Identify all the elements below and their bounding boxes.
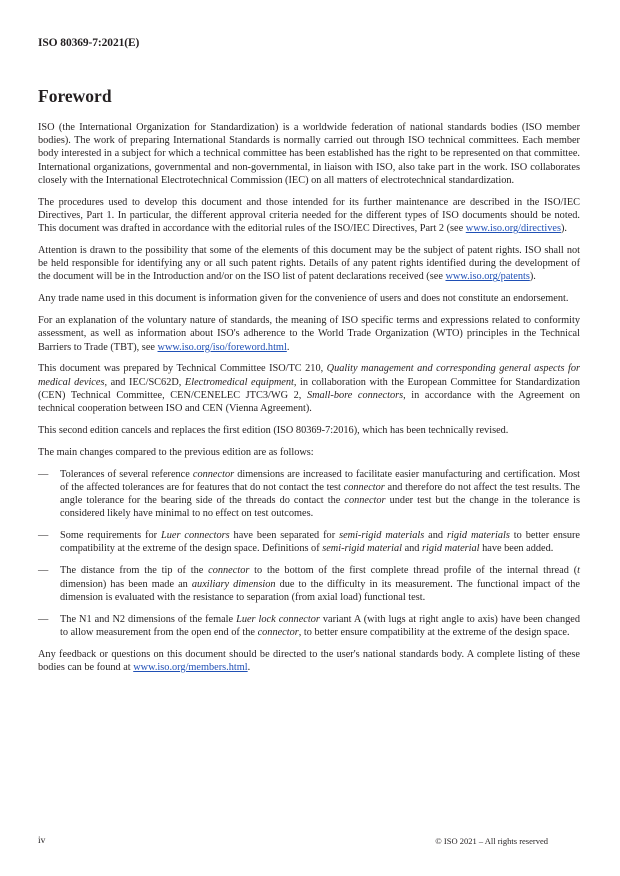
- document-id-header: ISO 80369-7:2021(E): [38, 37, 140, 49]
- list-item: — Some requirements for Luer connectors have been separated for semi-rigid materials and rigid materials to better ensure compatibility at the extreme of the design space. Definitions of semi-rigid material and rigid material have been added.: [38, 530, 580, 555]
- list-item: — Tolerances of several reference connector dimensions are increased to facilitate easier manufacturing and certification. Most of the affected tolerances are for features that do not contact the test connector and therefore do not affect the test results. The angle tolerance for the bearing side of the threads do contact the connector under test but the change in the tolerance is considered likely have minimal to no effect on test outcomes.: [38, 468, 580, 520]
- dash-bullet: —: [38, 468, 49, 480]
- dash-bullet: —: [38, 530, 49, 542]
- changes-list: [38, 468, 580, 639]
- list-item: — The distance from the tip of the connector to the bottom of the first complete thread profile of the internal thread (t dimension) has been made an auxiliary dimension due to the difficulty in its measurement. The functional impact of the dimension is evaluated with the resistance to separation (from axial load) functional test.: [38, 565, 580, 603]
- paragraph-prepared-by: This document was prepared by Technical Committee ISO/TC 210, Quality management and corresponding general aspects for medical devices, and IEC/SC62D, Electromedical equipment, in collaboration with the European Committee for Standardization (CEN) Technical Committee, CEN/CENELEC JTC3/WG 2, Small-bore connectors, in accordance with the Agreement on technical cooperation between ISO and CEN (Vienna Agreement).: [38, 363, 581, 415]
- copyright-notice: © ISO 2021 – All rights reserved: [435, 836, 548, 846]
- list-item: — The N1 and N2 dimensions of the female Luer lock connector variant A (with lugs at right angle to axis) have been changed to allow measurement from the open end of the connector, to better ensure compatibility at the extreme of the design space.: [38, 613, 580, 638]
- link-members[interactable]: www.iso.org/members.html: [133, 661, 248, 673]
- page-title: Foreword: [38, 86, 112, 106]
- foreword-body: [38, 121, 580, 683]
- link-foreword[interactable]: www.iso.org/iso/foreword.html: [157, 341, 287, 353]
- paragraph-edition: This second edition cancels and replaces the first edition (ISO 80369-7:2016), which has been technically revised.: [38, 424, 509, 436]
- paragraph-voluntary-nature: For an explanation of the voluntary nature of standards, the meaning of ISO specific terms and expressions related to conformity assessment, as well as information about ISO's adherence to the World Trade Organization (WTO) principles in the Technical Barriers to Trade (TBT), see www.iso.org/iso/foreword.html.: [38, 315, 580, 353]
- paragraph-patents: Attention is drawn to the possibility that some of the elements of this document may be the subject of patent rights. ISO shall not be held responsible for identifying any or all such patent rights. Details of any patent rights identified during the development of the document will be in the Introduction and/or on the ISO list of patent declarations received (see www.iso.org/patents).: [38, 245, 580, 283]
- paragraph-procedures: The procedures used to develop this document and those intended for its further maintenance are described in the ISO/IEC Directives, Part 1. In particular, the different approval criteria needed for the different types of ISO documents should be noted. This document was drafted in accordance with the editorial rules of the ISO/IEC Directives, Part 2 (see www.iso.org/directives).: [38, 196, 580, 235]
- paragraph-iso-intro: ISO (the International Organization for Standardization) is a worldwide federation of national standards bodies (ISO member bodies). The work of preparing International Standards is normally carried out through ISO technical committees. Each member body interested in a subject for which a technical committee has been established has the right to be represented on that committee. International organizations, governmental and non-governmental, in liaison with ISO, also take part in the work. ISO collaborates closely with the International Electrotechnical Commission (IEC) on all matters of electrotechnical standardization.: [38, 122, 580, 186]
- link-patents[interactable]: www.iso.org/patents: [445, 271, 530, 283]
- page-number: iv: [38, 836, 46, 846]
- paragraph-main-changes-intro: The main changes compared to the previous edition are as follows:: [38, 446, 314, 458]
- dash-bullet: —: [38, 613, 49, 625]
- link-directives[interactable]: www.iso.org/directives: [465, 223, 561, 235]
- dash-bullet: —: [38, 565, 49, 577]
- paragraph-feedback: Any feedback or questions on this document should be directed to the user's national standards body. A complete listing of these bodies can be found at www.iso.org/members.html.: [38, 648, 580, 673]
- paragraph-trade-name: Any trade name used in this document is information given for the convenience of users and does not constitute an endorsement.: [38, 293, 569, 305]
